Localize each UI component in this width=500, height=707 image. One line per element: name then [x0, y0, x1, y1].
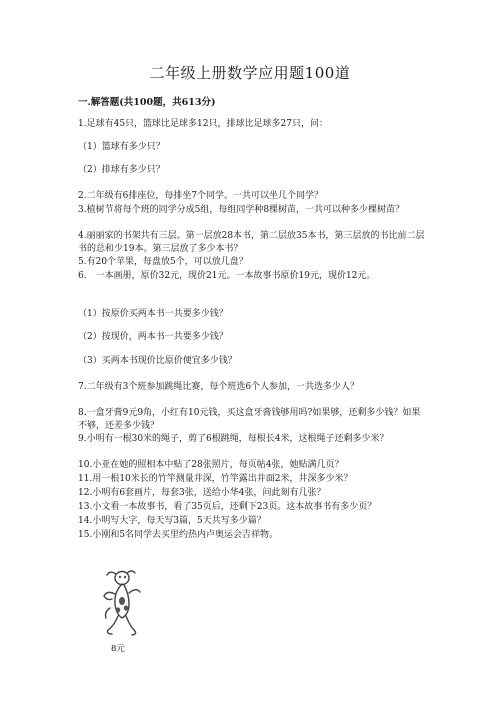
question-15: 15.小刚和5名同学去买里约热内卢奥运会吉祥物。 [78, 530, 279, 540]
question-3: 3.植树节将每个班的同学分成5组，每组同学种8棵树苗，一共可以种多少棵树苗？ [78, 205, 405, 215]
question-11: 11.用一根10米长的竹竿测量井深，竹竿露出井面2米，井深多少米？ [78, 474, 353, 484]
olympic-mascot-image [98, 568, 144, 640]
question-6-part-1: （1）按原价买两本书一共要多少钱？ [78, 309, 228, 319]
page-title: 二年级上册数学应用题100道 [149, 64, 351, 82]
question-1: 1.足球有45只，篮球比足球多12只，排球比足球多27只，问： [78, 119, 328, 129]
question-8: 8.一盒牙膏9元9角，小红有10元钱，买这盒牙膏钱够用吗?如果够，还剩多少钱？如果不够，还差多少钱？ [78, 408, 421, 431]
question-2: 2.二年级有6排座位，每排坐7个同学。一共可以坐几个同学？ [78, 191, 324, 201]
question-4: 4.丽丽家的书架共有三层。第一层放28本书，第二层放35本书，第三层放的书比前二层书的总和少19本。第三层放了多少本书？ [78, 231, 425, 254]
question-7: 7.二年级有3个班参加跳绳比赛，每个班选6个人参加，一共选多少人？ [78, 382, 360, 392]
question-1-part-2: （2）排球有多少只？ [78, 165, 165, 175]
question-10: 10.小亚在她的照相本中贴了28张照片，每页帖4张，她贴满几页？ [78, 460, 344, 470]
question-6-part-3: （3）买两本书现价比原价便宜多少钱？ [78, 356, 237, 366]
question-1-part-1: （1）篮球有多少只？ [78, 142, 165, 152]
question-13: 13.小文看一本故事书，看了35页后，还剩下23页。这本故事书有多少页？ [78, 502, 377, 512]
mascot-price-label: 8元 [111, 644, 125, 654]
question-5: 5.有20个苹果，每盘放5个，可以放几盘？ [78, 257, 248, 267]
question-12: 12.小明有6套画片，每套3张，送给小华4张，问此刻有几张？ [78, 488, 326, 498]
question-6: 6. 一本画册，原价32元，现价21元。一本故事书原价19元，现价12元。 [78, 271, 376, 281]
question-9: 9.小明有一根30米的绳子，剪了6根跳绳，每根长4米，这根绳子还剩多少米？ [78, 434, 389, 444]
question-14: 14.小明写大字，每天写3篇，5天共写多少篇？ [78, 516, 266, 526]
question-6-part-2: （2）按现价，两本书一共要多少钱？ [78, 332, 228, 342]
section-heading: 一.解答题(共100题，共613分) [78, 97, 216, 108]
